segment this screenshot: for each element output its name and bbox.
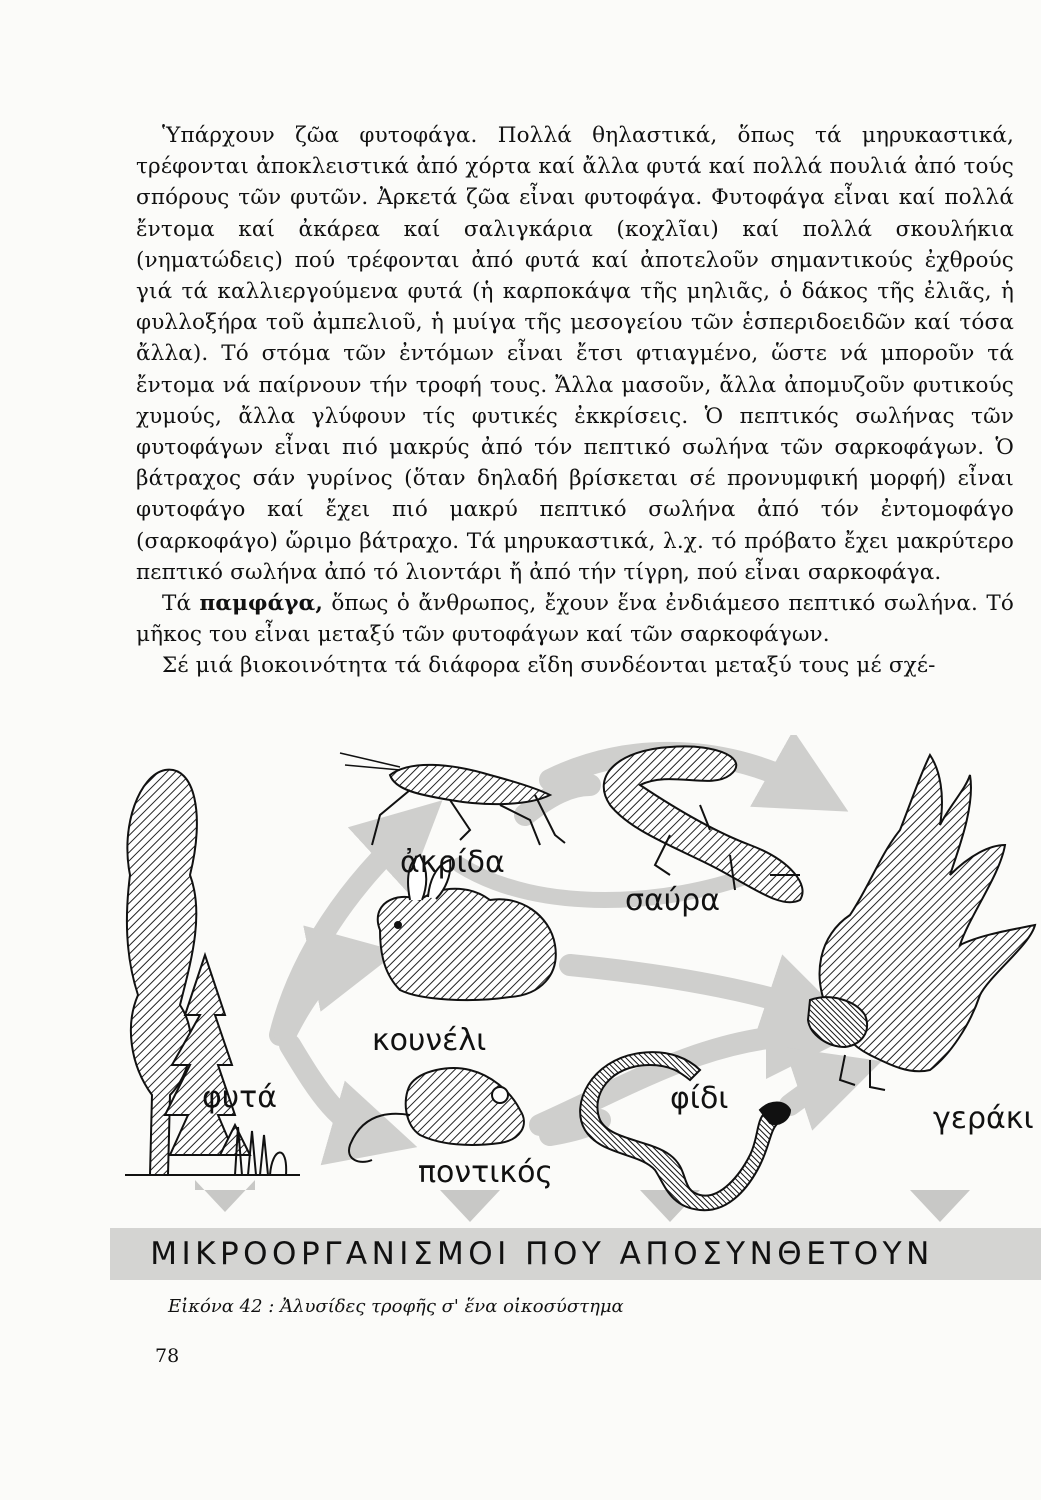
grasshopper-body [390, 765, 550, 804]
label-plants: φυτά [202, 1080, 277, 1115]
mouse-body [406, 1068, 524, 1145]
rabbit-body [378, 889, 556, 1000]
page-number: 78 [155, 1345, 180, 1367]
hawk-illustration [808, 755, 1035, 1090]
mouse-illustration [349, 1068, 524, 1162]
flow-arrows [280, 753, 840, 1135]
label-grasshopper: ἀκρίδα [400, 845, 505, 880]
paragraph-herbivores: Ὑπάρχουν ζῶα φυτοφάγα. Πολλά θηλαστικά, ὅπως τά μηρυκαστικά, τρέφονται ἀποκλειστικά ἀπό χόρτα καί ἄλλα φυτά καί πολλά πουλιά ἀπό τούς σπόρους τῶν φυτῶν. Ἀρκετά ζῶα εἶναι φυτοφάγα. Φυτοφάγα εἶναι καί πολλά ἔντομα καί ἀκάρεα καί σαλιγκάρια (κοχλῖαι) καί πολλά σκουλήκια (νηματώδεις) πού τρέφονται ἀπό φυτά καί ἀποτελοῦν σημαντικούς ἐχθρούς γιά τά καλλιεργούμενα φυτά (ἡ καρποκάψα τῆς μηλιᾶς, ὁ δάκος τῆς ἐλιᾶς, ἡ φυλλοξήρα τοῦ ἀμπελιοῦ, ἡ μυίγα τῆς μεσογείου τῶν ἑσπεριδοειδῶν καί τόσα ἄλλα). Τό στόμα τῶν ἐντόμων εἶναι ἔτσι φτιαγμένο, ὥστε νά μποροῦν τά ἔντομα νά παίρνουν τήν τροφή τους. Ἄλλα μασοῦν, ἄλλα ἀπομυζοῦν φυτικούς χυμούς, ἄλλα γλύφουν τίς φυτικές ἐκκρίσεις. Ὁ πεπτικός σωλήνας τῶν φυτοφάγων εἶναι πιό μακρύς ἀπό τόν πεπτικό σωλήνα τῶν σαρκοφάγων. Ὁ βάτραχος σάν γυρίνος (ὅταν δηλαδή βρίσκεται σέ προνυμφική μορφή) εἶναι φυτοφάγο καί ἔχει πιό μακρύ πεπτικό σωλήνα ἀπό τόν ἐντομοφάγο (σαρκοφάγο) ὥριμο βάτραχο. Τά μηρυκαστικά, λ.χ. τό πρόβατο ἔχει μακρύτερο πεπτικό σωλήνα ἀπό τό λιοντάρι ἤ ἀπό τήν τίγρη, πού εἶναι σαρκοφάγα. [136, 123, 1014, 585]
rabbit-eye [395, 922, 401, 928]
grasshopper-illustration [340, 753, 565, 845]
label-rabbit: κουνέλι [372, 1023, 487, 1058]
snake-illustration [580, 1052, 790, 1210]
food-chain-figure [110, 735, 1041, 1265]
arrow-plants-mouse [290, 1045, 375, 1135]
label-mouse: ποντικός [418, 1155, 554, 1190]
food-chain-diagram [110, 735, 1041, 1265]
mouse-ear [492, 1087, 508, 1103]
grasshopper-antennae [340, 753, 400, 770]
decomposers-banner-text: ΜΙΚΡΟΟΡΓΑΝΙΣΜΟΙ ΠΟΥ ΑΠΟΣΥΝΘΕΤΟΥΝ [150, 1236, 934, 1272]
label-lizard: σαύρα [625, 883, 720, 918]
down-arrow-2 [440, 1190, 500, 1222]
para2-lead: Τά [162, 591, 200, 617]
arrow-snake-hawk [790, 1075, 840, 1105]
body-text [136, 120, 1014, 682]
snake-body [580, 1052, 778, 1210]
down-arrow-1 [195, 1180, 255, 1212]
decomposer-arrows [195, 1180, 970, 1222]
term-omnivores: παμφάγα, [199, 591, 323, 617]
figure-caption: Εἰκόνα 42 : Ἀλυσίδες τροφῆς σ' ἕνα οἰκοσύστημα [168, 1296, 624, 1317]
para2-rest: ὅπως ὁ ἄνθρωπος, ἔχουν ἕνα ἐνδιάμεσο πεπτικό σωλήνα. Τό μῆκος του εἶναι μεταξύ τῶν φυτοφάγων καί τῶν σαρκοφάγων. [136, 591, 1014, 648]
paragraph-biocommunity: Σέ μιά βιοκοινότητα τά διάφορα εἴδη συνδέονται μεταξύ τους μέ σχέ- [162, 653, 936, 679]
label-snake: φίδι [670, 1081, 729, 1116]
down-arrow-4 [910, 1190, 970, 1222]
paragraph-omnivores [136, 588, 1014, 650]
label-hawk: γεράκι [933, 1101, 1034, 1136]
arrow-rabbit-hawk [570, 965, 810, 1010]
